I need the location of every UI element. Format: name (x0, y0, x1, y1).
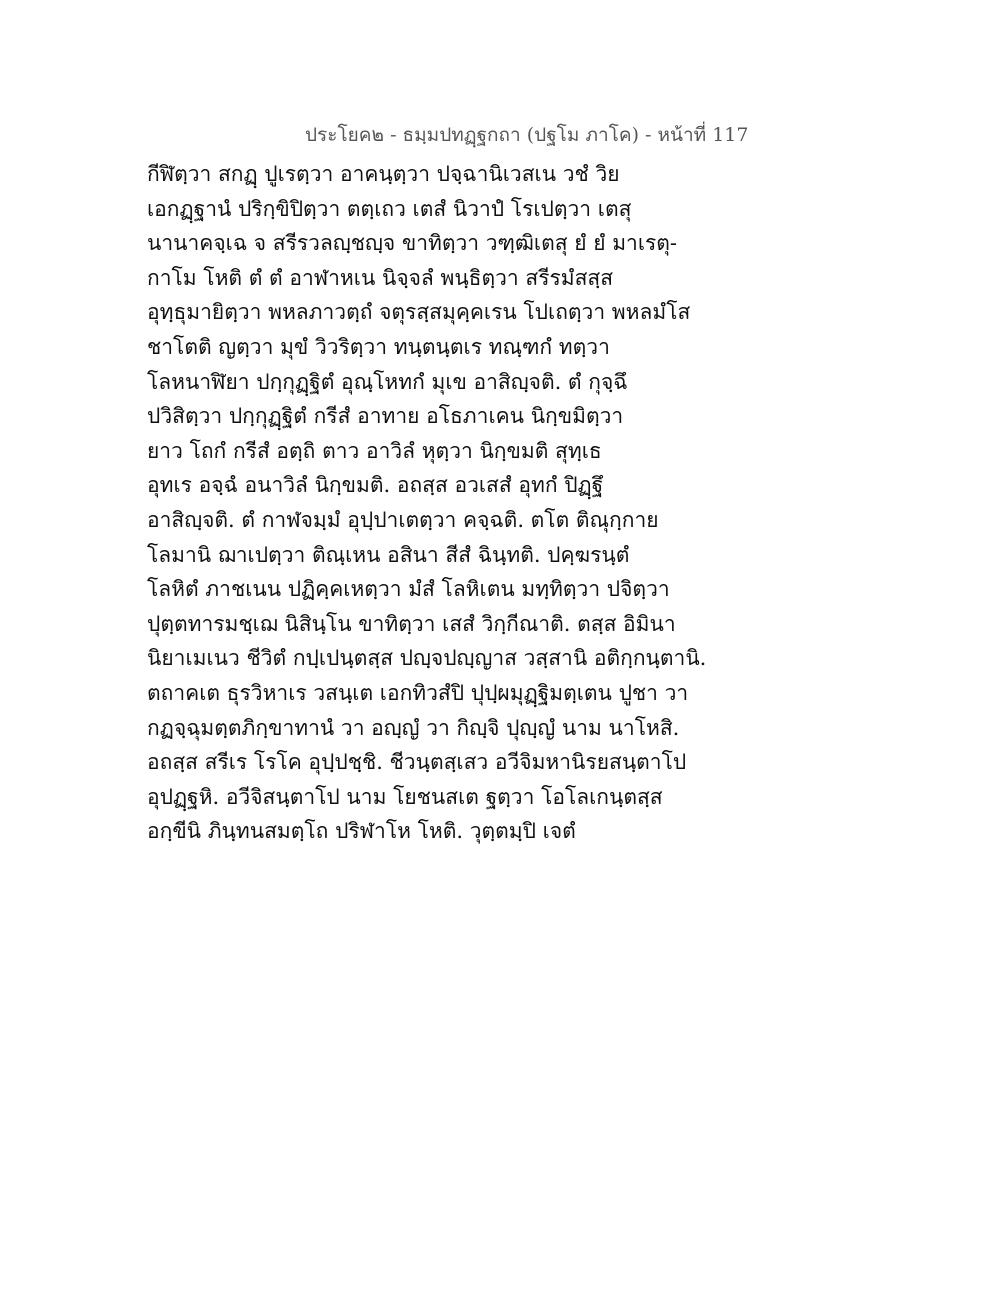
text-line: ปุตฺตทารมชฺเฌ นิสินฺโน ขาทิตฺวา เสสํ วิกฺกีณาติ. ตสฺส อิมินา (147, 611, 676, 636)
text-line: โลหนาฬิยา ปกฺกุฏฺฐิตํ อุณฺโหทกํ มุเข อาสิญฺจติ. ตํ กุจฺฉึ (147, 369, 628, 394)
text-line: กฏจฺฉุมตฺตภิกฺขาทานํ วา อญฺญํ วา กิญฺจิ ปุญฺญํ นาม นาโหสิ. (147, 715, 680, 740)
text-line: ปวิสิตฺวา ปกฺกุฏฺฐิตํ กรีสํ อาทาย อโธภาเคน นิกฺขมิตฺวา (147, 404, 624, 429)
body-text (147, 157, 867, 849)
text-line: กีฬิตฺวา สกฏฺ ปูเรตฺวา อาคนฺตฺวา ปจฺฉานิเวสเน วชํ วิย (147, 162, 620, 186)
text-line: โลมานิ ฌาเปตฺวา ติณฺเหน อสินา สีสํ ฉินฺทติ. ปคฺฆรนฺตํ (147, 542, 630, 567)
text-line: นิยาเมเนว ชีวิตํ กปฺเปนฺตสฺส ปญฺจปญฺญาส วสฺสานิ อติกฺกนฺตานิ. (147, 646, 707, 671)
text-line: อาสิญฺจติ. ตํ กาฬจมฺมํ อุปฺปาเตตฺวา คจฺฉติ. ตโต ติณุกฺกาย (147, 507, 659, 532)
text-line: นานาคจฺเฉ จ สรีรวลญฺชญฺจ ขาทิตฺวา วฑฺฒิเตสุ ยํ ยํ มาเรตุ- (147, 231, 678, 256)
text-line: เอกฏฺฐานํ ปริกฺขิปิตฺวา ตตฺเถว เตสํ นิวาปํ โรเปตฺวา เตสุ (147, 196, 632, 221)
text-line: ตถาคเต ธุรวิหาเร วสนฺเต เอกทิวสํปิ ปุปฺผมุฏฺฐิมตฺเตน ปูชา วา (147, 680, 689, 705)
text-line: ชาโตติ ญตฺวา มุขํ วิวริตฺวา ทนฺตนฺตเร ทณฺฑกํ ทตฺวา (147, 334, 610, 359)
text-line: อุปฏฺฐหิ. อวีจิสนฺตาโป นาม โยชนสเต ฐตฺวา โอโลเกนฺตสฺส (147, 784, 663, 809)
text-line: อุทเร อจฺฉํ อนาวิลํ นิกฺขมติ. อถสฺส อวเสสํ อุทกํ ปิฏฺฐึ (147, 473, 604, 498)
running-header: ประโยค๒ - ธมฺมปทฏฺฐกถา (ปฐโม ภาโค) - หน้าที่ 117 (305, 124, 749, 146)
text-line: กาโม โหติ ตํ ตํ อาฬาหเน นิจฺจลํ พนฺธิตฺวา สรีรมํสสฺส (147, 265, 614, 290)
text-line: อถสฺส สรีเร โรโค อุปฺปชฺชิ. ชีวนฺตสฺเสว อวีจิมหานิรยสนฺตาโป (147, 750, 687, 775)
text-line: อุทฺธุมายิตฺวา พหลภาวตฺถํ จตุรสฺสมุคฺคเรน โปเถตฺวา พหลมํโส (147, 300, 691, 325)
text-line: ยาว โถกํ กรีสํ อตฺถิ ตาว อาวิลํ หุตฺวา นิกฺขมติ สุทฺเธ (147, 438, 602, 463)
text-line: อกฺขีนิ ภินฺทนสมตฺโถ ปริฬาโห โหติ. วุตฺตมฺปิ เจตํ (147, 819, 576, 844)
text-line: โลหิตํ ภาชเนน ปฏิคฺคเหตฺวา มํสํ โลหิเตน มทฺทิตฺวา ปจิตฺวา (147, 577, 670, 602)
